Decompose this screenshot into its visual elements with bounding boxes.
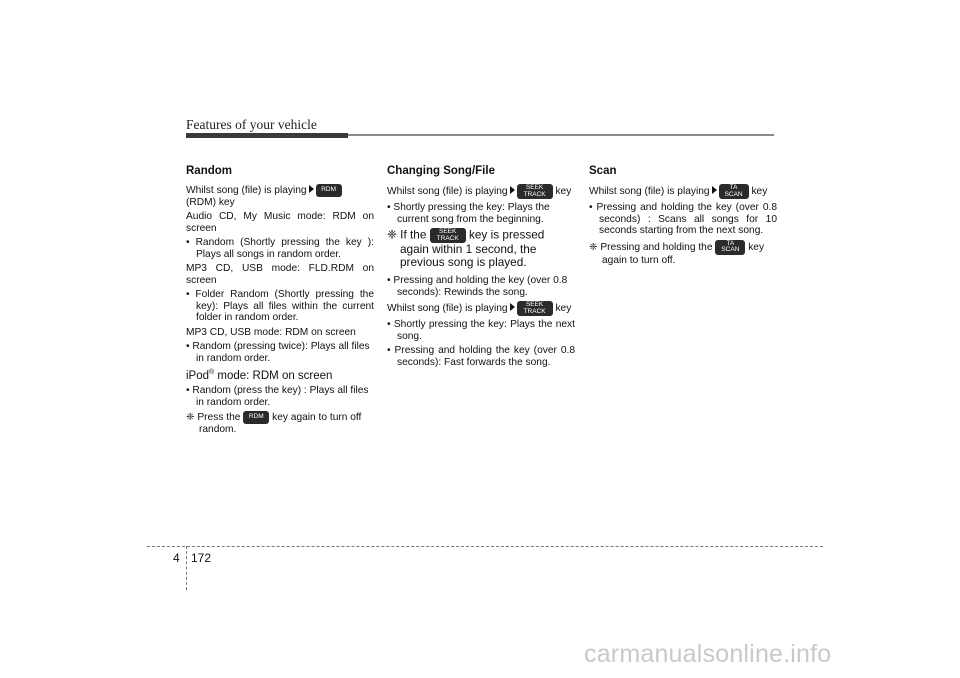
changing-song-intro-text: Whilst song (file) is playing (387, 186, 508, 198)
page-number: 172 (191, 551, 212, 565)
header-rule-light (348, 134, 774, 136)
random-bullet-2: • Folder Random (Shortly pressing the key): Plays all files within the current folder in random order. (186, 289, 374, 323)
scan-note-text-a: ❈ Pressing and holding the (589, 241, 713, 253)
footer-dashed-vertical (186, 546, 187, 590)
heading-random: Random (186, 165, 232, 177)
heading-scan: Scan (589, 165, 617, 177)
watermark: carmanualsonline.info (584, 640, 832, 668)
rdm-key-icon: RDM (316, 184, 342, 197)
random-note-text-b: key again to turn off random. (199, 412, 362, 435)
header-rule-dark (186, 133, 348, 138)
ipod-mode-text: mode: RDM on screen (214, 369, 333, 382)
random-intro-text: Whilst song (file) is playing (186, 184, 307, 196)
random-intro (186, 184, 374, 208)
changing-song-bullet-2: • Pressing and holding the key (over 0.8 seconds): Rewinds the song. (387, 275, 568, 298)
column-random (186, 165, 374, 438)
ta-scan-key-icon: TA SCAN (719, 184, 749, 199)
scan-bullet-1: • Pressing and holding the key (over 0.8 seconds) : Scans all songs for 10 seconds starting from the next song. (589, 202, 777, 236)
random-note (186, 411, 374, 435)
random-bullet-4: • Random (press the key) : Plays all files in random order. (186, 385, 369, 408)
play-arrow-icon (510, 303, 515, 311)
changing-song-bullet-4: • Pressing and holding the key (over 0.8 seconds): Fast forwards the song. (387, 345, 575, 368)
scan-note (589, 240, 777, 267)
rdm-key-icon: RDM (243, 411, 269, 424)
scan-note-text-b: key again to turn off. (602, 241, 765, 266)
heading-changing-song: Changing Song/File (387, 165, 495, 177)
section-number: 4 (173, 551, 180, 565)
changing-song-intro-2 (387, 301, 575, 316)
ipod-text: iPod (186, 369, 210, 382)
changing-song-intro-key-text: key (555, 186, 572, 198)
scan-intro-text: Whilst song (file) is playing (589, 186, 710, 198)
random-bullet-1: • Random (Shortly pressing the key ): Plays all songs in random order. (186, 237, 374, 260)
changing-song-note (387, 228, 575, 269)
column-changing-song (387, 165, 575, 371)
scan-intro (589, 184, 777, 199)
random-intro-key-text: (RDM) key (186, 196, 235, 208)
play-arrow-icon (309, 185, 314, 193)
ta-scan-key-icon: TA SCAN (715, 240, 745, 255)
mp3-rdm-mode-text: MP3 CD, USB mode: RDM on screen (186, 326, 356, 338)
audio-cd-mode-text: Audio CD, My Music mode: RDM on screen (186, 211, 374, 234)
changing-song-bullet-1: • Shortly pressing the key: Plays the current song from the beginning. (387, 202, 550, 225)
seek-track-down-key-icon: SEEK TRACK (430, 228, 466, 243)
mp3-fld-mode-text: MP3 CD, USB mode: FLD.RDM on screen (186, 263, 374, 286)
page-header-title: Features of your vehicle (186, 117, 317, 132)
changing-song-intro (387, 184, 575, 199)
scan-intro-key-text: key (751, 186, 768, 198)
changing-song-note-text-b: key is pressed again within 1 second, the previous song is played. (400, 227, 545, 269)
play-arrow-icon (712, 186, 717, 194)
footer-dashed-rule (147, 546, 823, 547)
seek-track-up-key-icon: SEEK TRACK (517, 301, 553, 316)
seek-track-down-key-icon: SEEK TRACK (517, 184, 553, 199)
changing-song-intro-2-key-text: key (555, 303, 572, 315)
random-note-text-a: ❈ Press the (186, 412, 241, 424)
registered-mark: ® (209, 369, 215, 376)
changing-song-bullet-3: • Shortly pressing the key: Plays the next song. (387, 319, 575, 342)
column-scan (589, 165, 777, 269)
changing-song-note-text-a: ❈ If the (387, 227, 427, 242)
changing-song-intro-2-text: Whilst song (file) is playing (387, 303, 508, 315)
play-arrow-icon (510, 186, 515, 194)
random-bullet-3: • Random (pressing twice): Plays all files in random order. (186, 341, 370, 364)
ipod-mode-heading (186, 367, 374, 382)
